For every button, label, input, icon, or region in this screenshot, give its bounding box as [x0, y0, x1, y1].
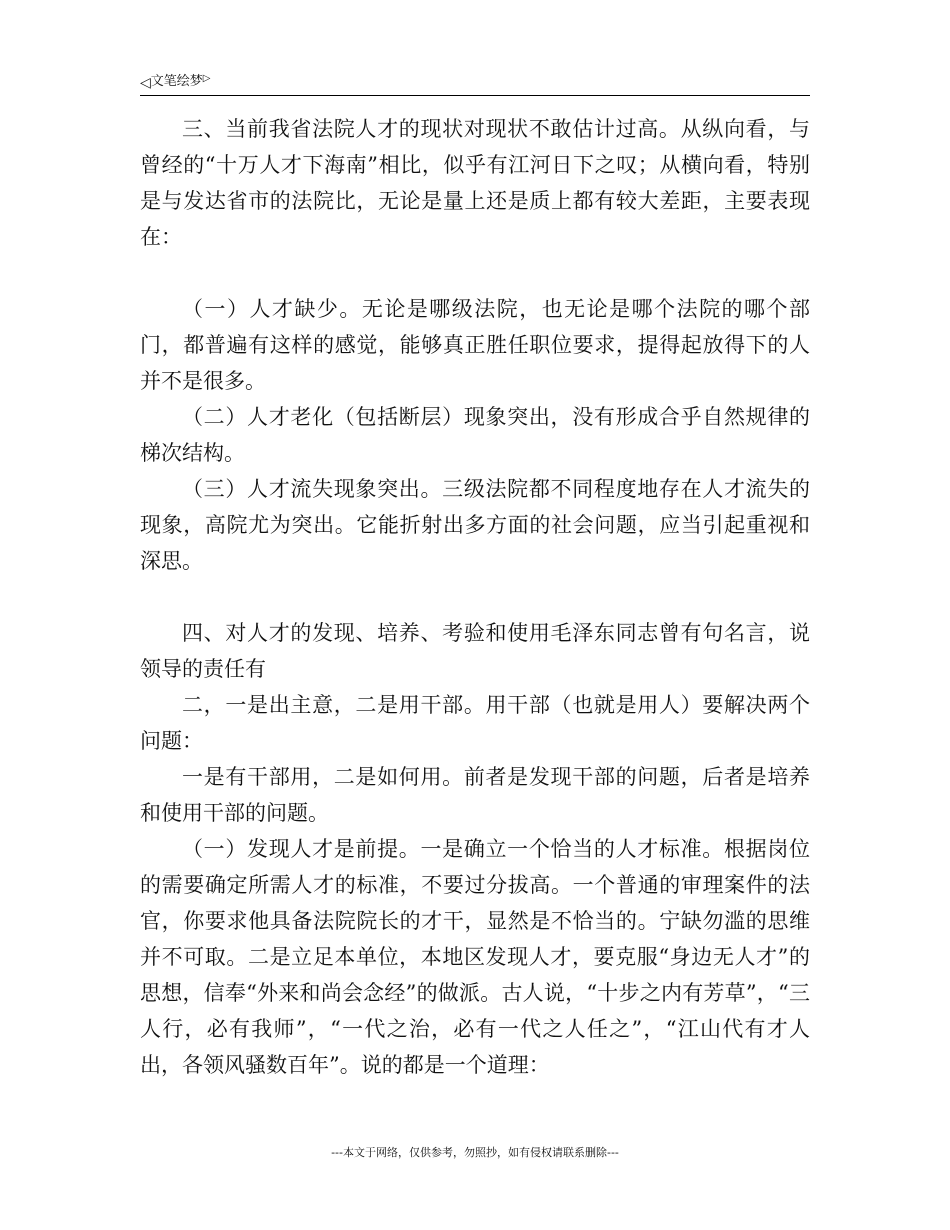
right-triangle-icon: ▷: [202, 73, 211, 84]
paragraph-talent-shortage: （一）人才缺少。无论是哪级法院，也无论是哪个法院的哪个部门，都普遍有这样的感觉，能够真正胜任职位要求，提得起放得下的人并不是很多。: [140, 297, 810, 393]
paragraph-two-duties: 二，一是出主意，二是用干部。用干部（也就是用人）要解决两个问题：: [140, 693, 810, 753]
page-header: [140, 70, 810, 96]
paragraph-talent-loss: （三）人才流失现象突出。三级法院都不同程度地存在人才流失的现象，高院尤为突出。它能折射出多方面的社会问题，应当引起重视和深思。: [140, 477, 810, 573]
paragraph-talent-aging: （二）人才老化（包括断层）现象突出，没有形成合乎自然规律的梯次结构。: [140, 405, 810, 465]
left-triangle-icon: ◁: [140, 75, 151, 91]
paragraph-discover-talent: （一）发现人才是前提。一是确立一个恰当的人才标准。根据岗位的需要确定所需人才的标准，不要过分拔高。一个普通的审理案件的法官，你要求他具备法院院长的才干，显然是不恰当的。宁缺勿滥的思维并不可取。二是立足本单位，本地区发现人才，要克服“身边无人才”的思想，信奉“外来和尚会念经”的做派。古人说，“十步之内有芳草”，“三人行，必有我师”，“一代之治，必有一代之人任之”，“江山代有才人出，各领风骚数百年”。说的都是一个道理：: [140, 837, 810, 1077]
paragraph-two-problems: 一是有干部用，二是如何用。前者是发现干部的问题，后者是培养和使用干部的问题。: [140, 765, 810, 825]
document-body: [140, 111, 810, 1083]
paragraph-section-four: 四、对人才的发现、培养、考验和使用毛泽东同志曾有句名言，说领导的责任有: [140, 621, 810, 681]
header-title: 文笔绘梦: [150, 74, 203, 89]
page-footer-disclaimer: ---本文于网络，仅供参考，勿照抄，如有侵权请联系删除---: [331, 1146, 619, 1159]
paragraph-section-three: 三、当前我省法院人才的现状对现状不敢估计过高。从纵向看，与曾经的“十万人才下海南”相比，似乎有江河日下之叹；从横向看，特别是与发达省市的法院比，无论是量上还是质上都有较大差距，主要表现在：: [140, 117, 810, 249]
